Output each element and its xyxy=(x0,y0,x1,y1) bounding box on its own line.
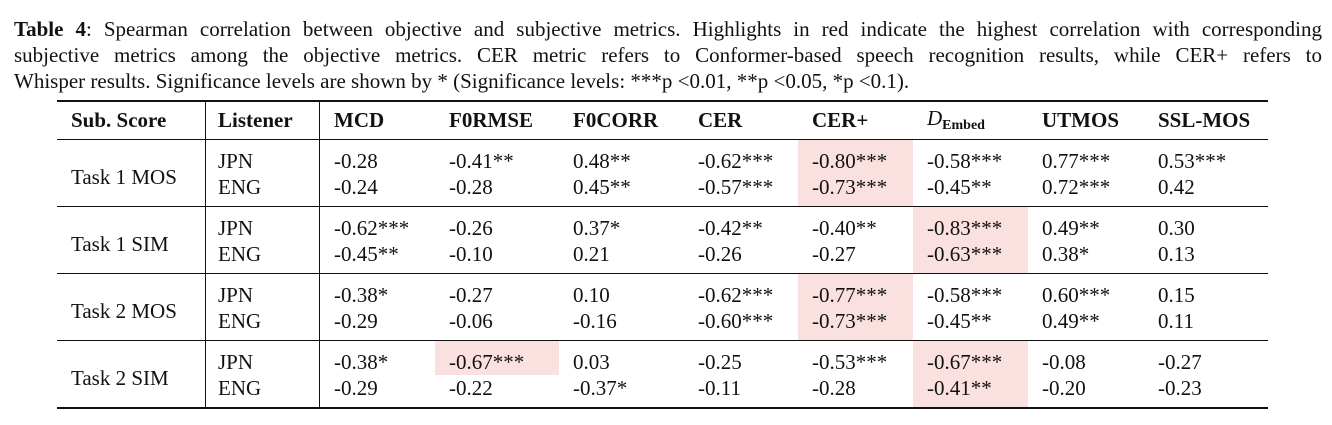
value-cell: -0.06 xyxy=(449,308,493,333)
value-cell: -0.60*** xyxy=(698,308,774,333)
sub-score-cell: Task 1 MOS xyxy=(71,164,177,189)
value-cell: 0.53*** xyxy=(1158,148,1227,173)
header-cer: CER xyxy=(684,101,798,139)
header-listener: Listener xyxy=(206,101,320,139)
table-row xyxy=(57,340,1268,375)
listener-cell: JPN xyxy=(206,340,320,375)
header-ssl-mos: SSL-MOS xyxy=(1144,101,1268,139)
header-utmos: UTMOS xyxy=(1028,101,1144,139)
value-cell: -0.26 xyxy=(698,241,742,266)
value-cell: -0.29 xyxy=(320,375,436,408)
value-cell: -0.27 xyxy=(449,282,493,307)
value-cell: -0.57*** xyxy=(698,174,774,199)
value-cell: 0.13 xyxy=(1158,241,1195,266)
value-cell: 0.15 xyxy=(1158,282,1195,307)
value-cell: -0.62*** xyxy=(698,148,774,173)
value-cell: 0.03 xyxy=(573,349,610,374)
value-cell: -0.45** xyxy=(320,241,436,274)
value-cell: -0.38* xyxy=(320,273,436,308)
caption-label: Table 4 xyxy=(14,17,86,41)
value-cell: 0.37* xyxy=(573,215,621,240)
sub-score-cell: Task 2 SIM xyxy=(71,365,169,390)
caption-text-1: : Spearman correlation between objective and subjective metrics. Highlights in red indicate the highest correlation with corresponding xyxy=(85,17,1322,41)
value-cell: 0.49** xyxy=(1042,308,1100,333)
value-cell: -0.45** xyxy=(927,174,992,199)
value-cell: -0.22 xyxy=(449,375,493,400)
table-row xyxy=(57,206,1268,241)
value-cell: 0.11 xyxy=(1158,308,1194,333)
sub-score-cell: Task 2 MOS xyxy=(71,298,177,323)
listener-cell: ENG xyxy=(206,375,320,408)
table-row xyxy=(57,375,1268,408)
value-cell: -0.53*** xyxy=(812,349,888,374)
value-cell: 0.42 xyxy=(1158,174,1195,199)
highlighted-value-cell: -0.67*** xyxy=(913,340,1028,375)
header-f0rmse: F0RMSE xyxy=(435,101,559,139)
value-cell: 0.77*** xyxy=(1042,148,1111,173)
header-row xyxy=(57,101,1268,139)
value-cell: -0.40** xyxy=(812,215,877,240)
value-cell: -0.16 xyxy=(573,308,617,333)
table-row xyxy=(57,241,1268,274)
value-cell: -0.26 xyxy=(449,215,493,240)
table-caption xyxy=(14,16,1322,94)
highlighted-value-cell: -0.41** xyxy=(913,375,1028,408)
value-cell: 0.21 xyxy=(573,241,610,266)
value-cell: -0.08 xyxy=(1042,349,1086,374)
table-row xyxy=(57,139,1268,174)
value-cell: -0.27 xyxy=(1158,349,1202,374)
value-cell: -0.42** xyxy=(698,215,763,240)
table-row xyxy=(57,174,1268,207)
value-cell: -0.28 xyxy=(812,375,856,400)
caption-line-3: Whisper results. Significance levels are shown by * (Significance levels: ***p <0.01, **p <0.05, *p <0.1). xyxy=(14,69,910,93)
value-cell: -0.37* xyxy=(573,375,628,400)
value-cell: -0.38* xyxy=(320,340,436,375)
value-cell: 0.10 xyxy=(573,282,610,307)
header-sub-score: Sub. Score xyxy=(57,101,206,139)
value-cell: -0.28 xyxy=(449,174,493,199)
header-dembed-main: D xyxy=(927,106,943,131)
value-cell: -0.11 xyxy=(698,375,741,400)
table-row xyxy=(57,308,1268,341)
header-mcd: MCD xyxy=(320,101,436,139)
value-cell: 0.48** xyxy=(573,148,631,173)
value-cell: 0.60*** xyxy=(1042,282,1111,307)
listener-cell: JPN xyxy=(206,273,320,308)
header-dembed xyxy=(913,101,1028,139)
highlighted-value-cell: -0.73*** xyxy=(798,308,913,341)
caption-line-1 xyxy=(14,16,1322,42)
value-cell: -0.24 xyxy=(320,174,436,207)
caption-line-2: subjective metrics among the objective metrics. CER metric refers to Conformer-based speech recognition results, while CER+ refers to xyxy=(14,43,1322,67)
listener-cell: ENG xyxy=(206,308,320,341)
correlation-table xyxy=(57,100,1268,409)
highlighted-value-cell: -0.83*** xyxy=(913,206,1028,241)
highlighted-value-cell: -0.67*** xyxy=(435,340,559,375)
listener-cell: ENG xyxy=(206,241,320,274)
listener-cell: JPN xyxy=(206,206,320,241)
header-dembed-sub: Embed xyxy=(942,118,985,134)
value-cell: -0.41** xyxy=(449,148,514,173)
value-cell: -0.27 xyxy=(812,241,856,266)
header-cer-plus: CER+ xyxy=(798,101,913,139)
value-cell: 0.45** xyxy=(573,174,631,199)
value-cell: -0.45** xyxy=(927,308,992,333)
value-cell: -0.28 xyxy=(320,139,436,174)
highlighted-value-cell: -0.80*** xyxy=(798,139,913,174)
value-cell: 0.49** xyxy=(1042,215,1100,240)
highlighted-value-cell: -0.77*** xyxy=(798,273,913,308)
value-cell: -0.62*** xyxy=(320,206,436,241)
value-cell: -0.25 xyxy=(698,349,742,374)
value-cell: -0.29 xyxy=(320,308,436,341)
value-cell: -0.58*** xyxy=(927,148,1003,173)
listener-cell: JPN xyxy=(206,139,320,174)
value-cell: 0.30 xyxy=(1158,215,1195,240)
value-cell: -0.23 xyxy=(1158,375,1202,400)
highlighted-value-cell: -0.63*** xyxy=(913,241,1028,274)
value-cell: -0.20 xyxy=(1042,375,1086,400)
sub-score-cell: Task 1 SIM xyxy=(71,231,169,256)
highlighted-value-cell: -0.73*** xyxy=(798,174,913,207)
value-cell: 0.38* xyxy=(1042,241,1090,266)
value-cell: 0.72*** xyxy=(1042,174,1111,199)
header-f0corr: F0CORR xyxy=(559,101,684,139)
value-cell: -0.62*** xyxy=(698,282,774,307)
listener-cell: ENG xyxy=(206,174,320,207)
table-row xyxy=(57,273,1268,308)
value-cell: -0.10 xyxy=(449,241,493,266)
value-cell: -0.58*** xyxy=(927,282,1003,307)
